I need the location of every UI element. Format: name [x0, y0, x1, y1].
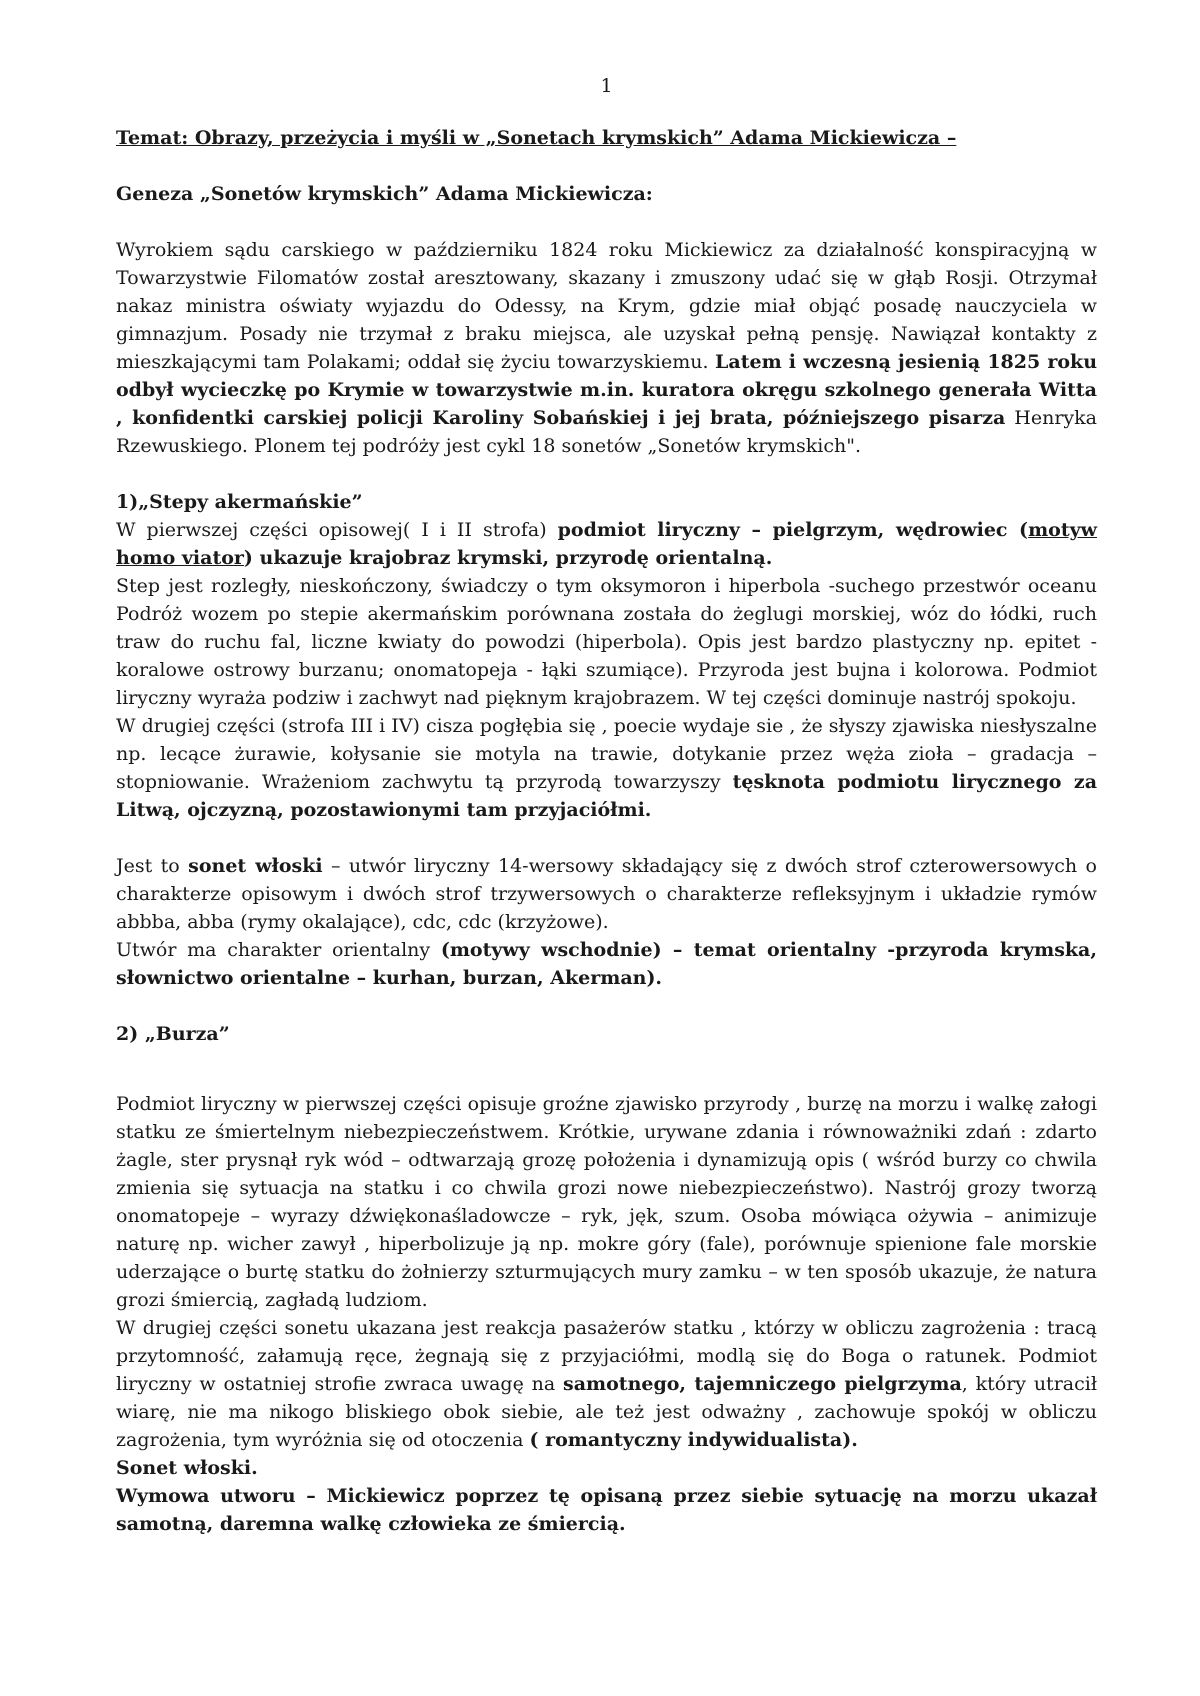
page-number: 1 [600, 75, 613, 97]
stepy-paragraph-3: W drugiej części (strofa III i IV) cisza pogłębia się , poecie wydaje sie , że słyszy zjawiska niesłyszalne np. lecące żurawie, kołysanie sie motyla na trawie, dotykanie przez węża zioła – gradacja – stopniowanie. Wrażeniom zachwytu tą przyrodą towarzyszy tęsknota podmiotu lirycznego za Litwą, ojczyzną, pozostawionymi tam przyjaciółmi. [116, 715, 1098, 821]
genesis-paragraph: Wyrokiem sądu carskiego w październiku 1824 roku Mickiewicz za działalność konspiracyjną w Towarzystwie Filomatów został aresztowany, skazany i zmuszony udać się w głąb Rosji. Otrzymał nakaz ministra oświaty wyjazdu do Odessy, na Krym, gdzie miał objąć posadę nauczyciela w gimnazjum. Posady nie trzymał z braku miejsca, ale uzyskał pełną pensję. Nawiązał kontakty z mieszkającymi tam Polakami; oddał się życiu towarzyskiemu. Latem i wczesną jesienią 1825 roku odbył wycieczkę po Krymie w towarzystwie m.in. kuratora okręgu szkolnego generała Witta , konfidentki carskiej policji Karoliny Sobańskiej i jej brata, późniejszego pisarza Henryka Rzewuskiego. Plonem tej podróży jest cykl 18 sonetów „Sonetów krymskich". [116, 239, 1098, 457]
burza-sonet-label: Sonet włoski. [116, 1457, 258, 1479]
orientalny-paragraph: Utwór ma charakter orientalny (motywy wschodnie) – temat orientalny -przyroda krymska, słownictwo orientalne – kurhan, burzan, Akerman). [116, 939, 1097, 989]
burza-paragraph-2: W drugiej części sonetu ukazana jest reakcja pasażerów statku , którzy w obliczu zagrożenia : tracą przytomność, załamują ręce, żegnają się z przyjaciółmi, modlą się do Boga o ratunek. Podmiot liryczny w ostatniej strofie zwraca uwagę na samotnego, tajemniczego pielgrzyma, który utracił wiarę, nie ma nikogo bliskiego obok siebie, ale też jest odważny , zachowuje spokój w obliczu zagrożenia, tym wyróżnia się od otoczenia ( romantyczny indywidualista). [116, 1317, 1097, 1451]
genesis-heading: Geneza „Sonetów krymskich” Adama Mickiewicza: [116, 183, 653, 205]
topic-title: Temat: Obrazy, przeżycia i myśli w „Sonetach krymskich” Adama Mickiewicza – [116, 127, 957, 149]
burza-wymowa: Wymowa utworu – Mickiewicz poprzez tę opisaną przez siebie sytuację na morzu ukazał samotną, daremna walkę człowieka ze śmiercią. [116, 1485, 1097, 1535]
sonet-paragraph: Jest to sonet włoski – utwór liryczny 14-wersowy składający się z dwóch strof czterowersowych o charakterze opisowym i dwóch strof trzywersowych o charakterze refleksyjnym i układzie rymów abbba, abba (rymy okalające), cdc, cdc (krzyżowe). [116, 855, 1097, 933]
stepy-paragraph-1: W pierwszej części opisowej( I i II strofa) podmiot liryczny – pielgrzym, wędrowiec (motyw homo viator) ukazuje krajobraz krymski, przyrodę orientalną. [116, 519, 1098, 569]
stepy-heading: 1)„Stepy akermańskie” [116, 491, 363, 513]
burza-heading: 2) „Burza” [116, 1023, 230, 1045]
stepy-paragraph-2: Step jest rozległy, nieskończony, świadczy o tym oksymoron i hiperbola -suchego przestwór oceanu Podróż wozem po stepie akermańskim porównana została do żeglugi morskiej, wóz do łódki, ruch traw do ruchu fal, liczne kwiaty do powodzi (hiperbola). Opis jest bardzo plastyczny np. epitet - koralowe ostrowy burzanu; onomatopeja - łąki szumiące). Przyroda jest bujna i kolorowa. Podmiot liryczny wyraża podziw i zachwyt nad pięknym krajobrazem. W tej części dominuje nastrój spokoju. [116, 575, 1097, 709]
burza-paragraph-1: Podmiot liryczny w pierwszej części opisuje groźne zjawisko przyrody , burzę na morzu i walkę załogi statku ze śmiertelnym niebezpieczeństwem. Krótkie, urywane zdania i równoważniki zdań : zdarto żagle, ster prysnął ryk wód – odtwarzają grozę położenia i dynamizują opis ( wśród burzy co chwila zmienia się sytuacja na statku i co chwila grozi nowe niebezpieczeństwo). Nastrój grozy tworzą onomatopeje – wyrazy dźwiękonaśladowcze – ryk, jęk, szum. Osoba mówiąca ożywia – animizuje naturę np. wicher zawył , hiperbolizuje ją np. mokre góry (fale), porównuje spienione fale morskie uderzające o burtę statku do żołnierzy szturmujących mury zamku – w ten sposób ukazuje, że natura grozi śmiercią, zagładą ludziom. [116, 1093, 1097, 1311]
